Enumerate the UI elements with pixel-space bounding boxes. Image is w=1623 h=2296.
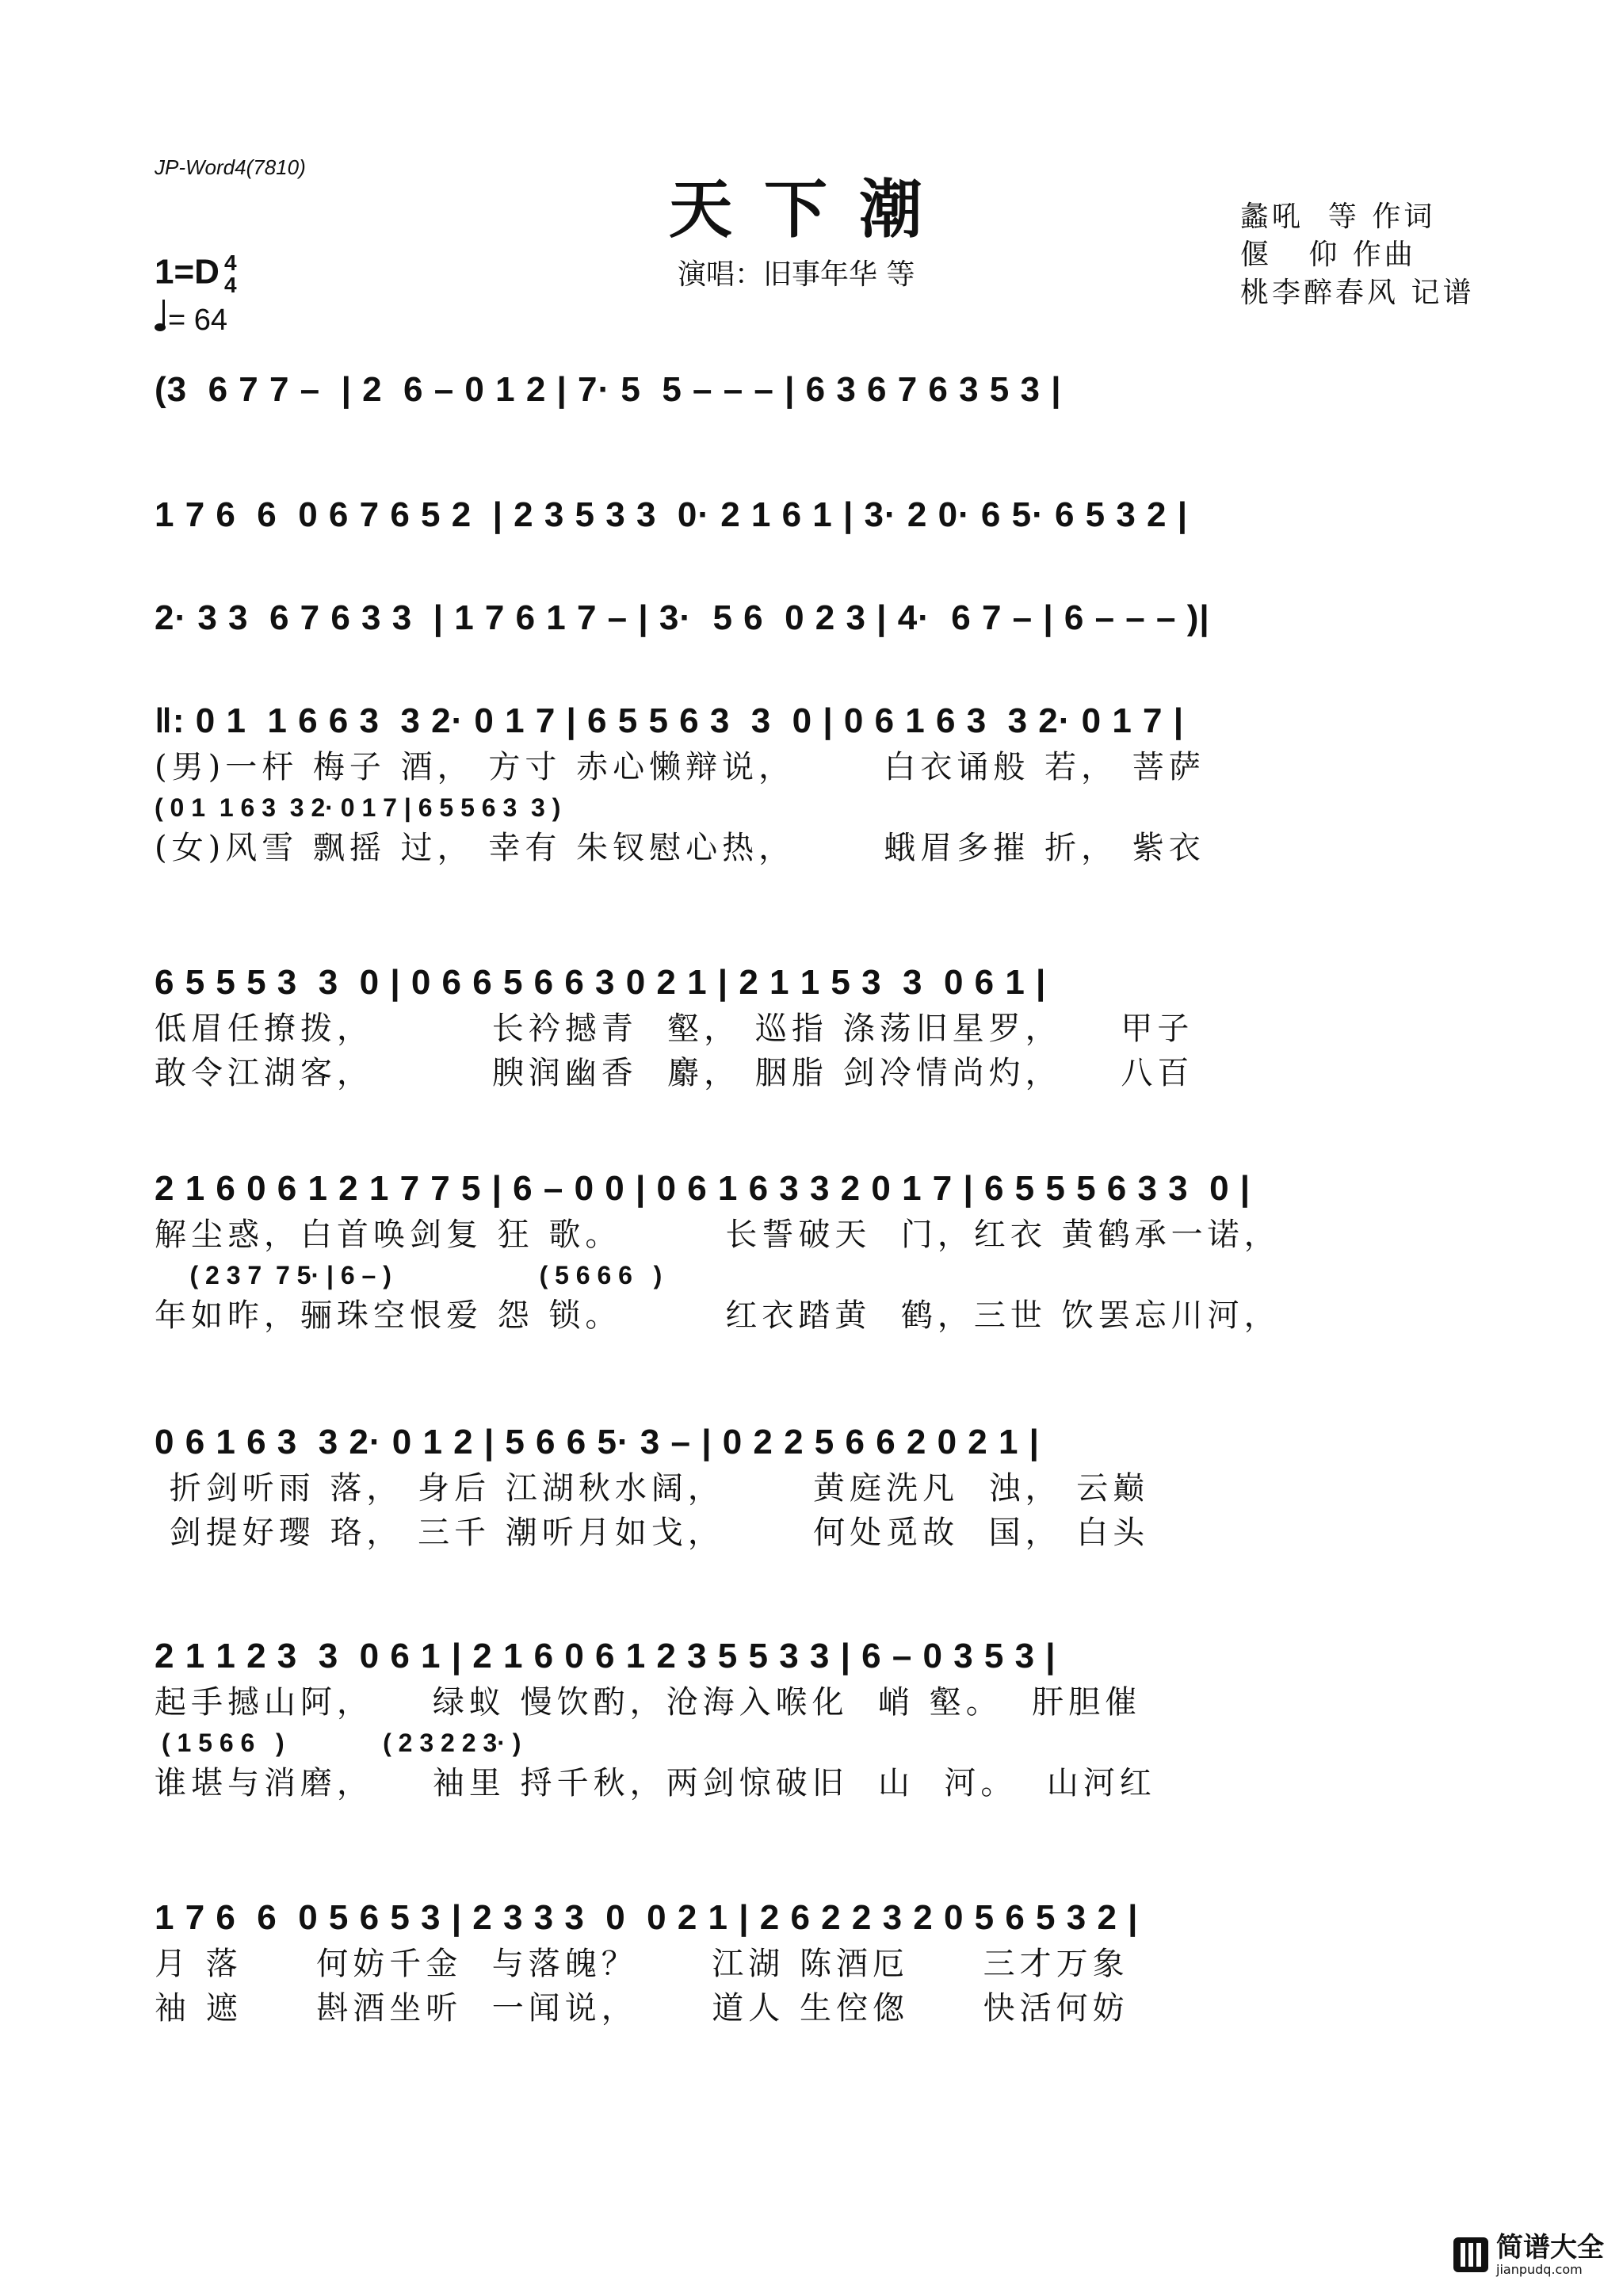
alt-notes-line: ( 0 1 1 6 3 3 2· 0 1 7 | 6 5 5 6 3 3 ) [155, 793, 561, 822]
score-system-1 [155, 366, 1470, 414]
notes-line: 2· 3 3 6 7 6 3 3 | 1 7 6 1 7 – | 3· 5 6 0 2 3 | 4· 6 7 – | 6 – – – )| [155, 598, 1210, 637]
software-label: JP-Word4(7810) [155, 155, 306, 179]
notes-line: 0 6 1 6 3 3 2· 0 1 2 | 5 6 6 5· 3 – | 0 2 2 5 6 6 2 0 2 1 | [155, 1423, 1040, 1461]
notes-line: 2 1 6 0 6 1 2 1 7 7 5 | 6 – 0 0 | 0 6 1 6 3 3 2 0 1 7 | 6 5 5 5 6 3 3 0 | [155, 1169, 1251, 1208]
piano-keys-icon [1453, 2237, 1488, 2272]
lyric-line-2: 年如昨，骊珠空恨爱 怨 锁。 红衣踏黄 鹤，三世 饮罢忘川河， [155, 1297, 1281, 1334]
time-signature: 4 4 [223, 250, 237, 297]
key-signature [155, 252, 237, 296]
singer-line: 演唱：旧事年华 等 [678, 258, 915, 291]
score-system-6 [155, 1165, 1470, 1338]
lyricist-credit: 蠡吼 等 作词 [1240, 201, 1436, 233]
key-label: 1=D [155, 252, 220, 292]
song-title: 天下潮 [669, 172, 954, 246]
alt-notes-line: ( 1 5 6 6 ) ( 2 3 2 2 3· ) [155, 1729, 521, 1757]
lyric-line-2: 袖 遮 斟酒坐听 一闻说， 道人 生倥偬 快活何妨 [155, 1990, 1129, 2027]
score-system-7 [155, 1419, 1470, 1555]
score-system-8 [155, 1633, 1470, 1805]
score-system-5 [155, 959, 1470, 1095]
lyric-line-1: 低眉任撩拨， 长衿撼青 壑， 巡指 涤荡旧星罗， 甲子 [155, 1010, 1194, 1047]
lyric-line-1: 解尘惑，白首唤剑复 狂 歌。 长誓破天 门，红衣 黄鹤承一诺， [155, 1217, 1281, 1253]
score-system-3 [155, 594, 1470, 642]
score-system-4 [155, 697, 1470, 870]
notes-line: 6 5 5 5 3 3 0 | 0 6 6 5 6 6 3 0 2 1 | 2 1 1 5 3 3 0 6 1 | [155, 963, 1047, 1002]
watermark-name: 简谱大全 [1496, 2232, 1604, 2264]
site-watermark [1453, 2233, 1604, 2277]
lyric-line-2: 谁堪与消磨， 袖里 捋千秋，两剑惊破旧 山 河。 山河红 [155, 1765, 1156, 1801]
watermark-url: jianpudq.com [1496, 2262, 1583, 2277]
tempo-marking [155, 303, 227, 338]
composer-credit: 偃 仰 作曲 [1240, 239, 1416, 271]
tempo-value: = 64 [168, 304, 228, 337]
lyric-line-2: 剑提好璎 珞， 三千 潮听月如戈， 何处觅故 国， 白头 [155, 1515, 1150, 1551]
notes-line: (3 6 7 7 – | 2 6 – 0 1 2 | 7· 5 5 – – – | 6 3 6 7 6 3 5 3 | [155, 370, 1062, 409]
notes-line: 2 1 1 2 3 3 0 6 1 | 2 1 6 0 6 1 2 3 5 5 3 3 | 6 – 0 3 5 3 | [155, 1637, 1056, 1675]
notes-line: 1 7 6 6 0 6 7 6 5 2 | 2 3 5 3 3 0· 2 1 6 1 | 3· 2 0· 6 5· 6 5 3 2 | [155, 495, 1189, 534]
lyric-line-2: 敢令江湖客， 腴润幽香 麝， 胭脂 剑冷情尚灼， 八百 [155, 1055, 1194, 1091]
lyric-line-1: 月 落 何妨千金 与落魄？ 江湖 陈酒厄 三才万象 [155, 1946, 1129, 1982]
lyric-line-male: (男)一杆 梅子 酒， 方寸 赤心懒辩说， 白衣诵般 若， 菩萨 [155, 749, 1205, 785]
score-system-2 [155, 491, 1470, 539]
notes-line: ‖: 0 1 1 6 6 3 3 2· 0 1 7 | 6 5 5 6 3 3 0 | 0 6 1 6 3 3 2· 0 1 7 | [155, 701, 1185, 740]
score-system-9 [155, 1894, 1470, 2030]
transcriber-credit: 桃李醉春风 记谱 [1240, 277, 1475, 309]
alt-notes-line: ( 2 3 7 7 5· | 6 – ) ( 5 6 6 6 ) [155, 1261, 663, 1289]
lyric-line-female: (女)风雪 飘摇 过， 幸有 朱钗慰心热， 蛾眉多摧 折， 紫衣 [155, 830, 1205, 866]
lyric-line-1: 起手撼山阿， 绿蚁 慢饮酌，沧海入喉化 峭 壑。 肝胆催 [155, 1684, 1142, 1721]
credits-block [1240, 198, 1474, 312]
notes-line: 1 7 6 6 0 5 6 5 3 | 2 3 3 3 0 0 2 1 | 2 6 2 2 3 2 0 5 6 5 3 2 | [155, 1898, 1139, 1937]
lyric-line-1: 折剑听雨 落， 身后 江湖秋水阔， 黄庭洗凡 浊， 云巅 [155, 1470, 1150, 1507]
